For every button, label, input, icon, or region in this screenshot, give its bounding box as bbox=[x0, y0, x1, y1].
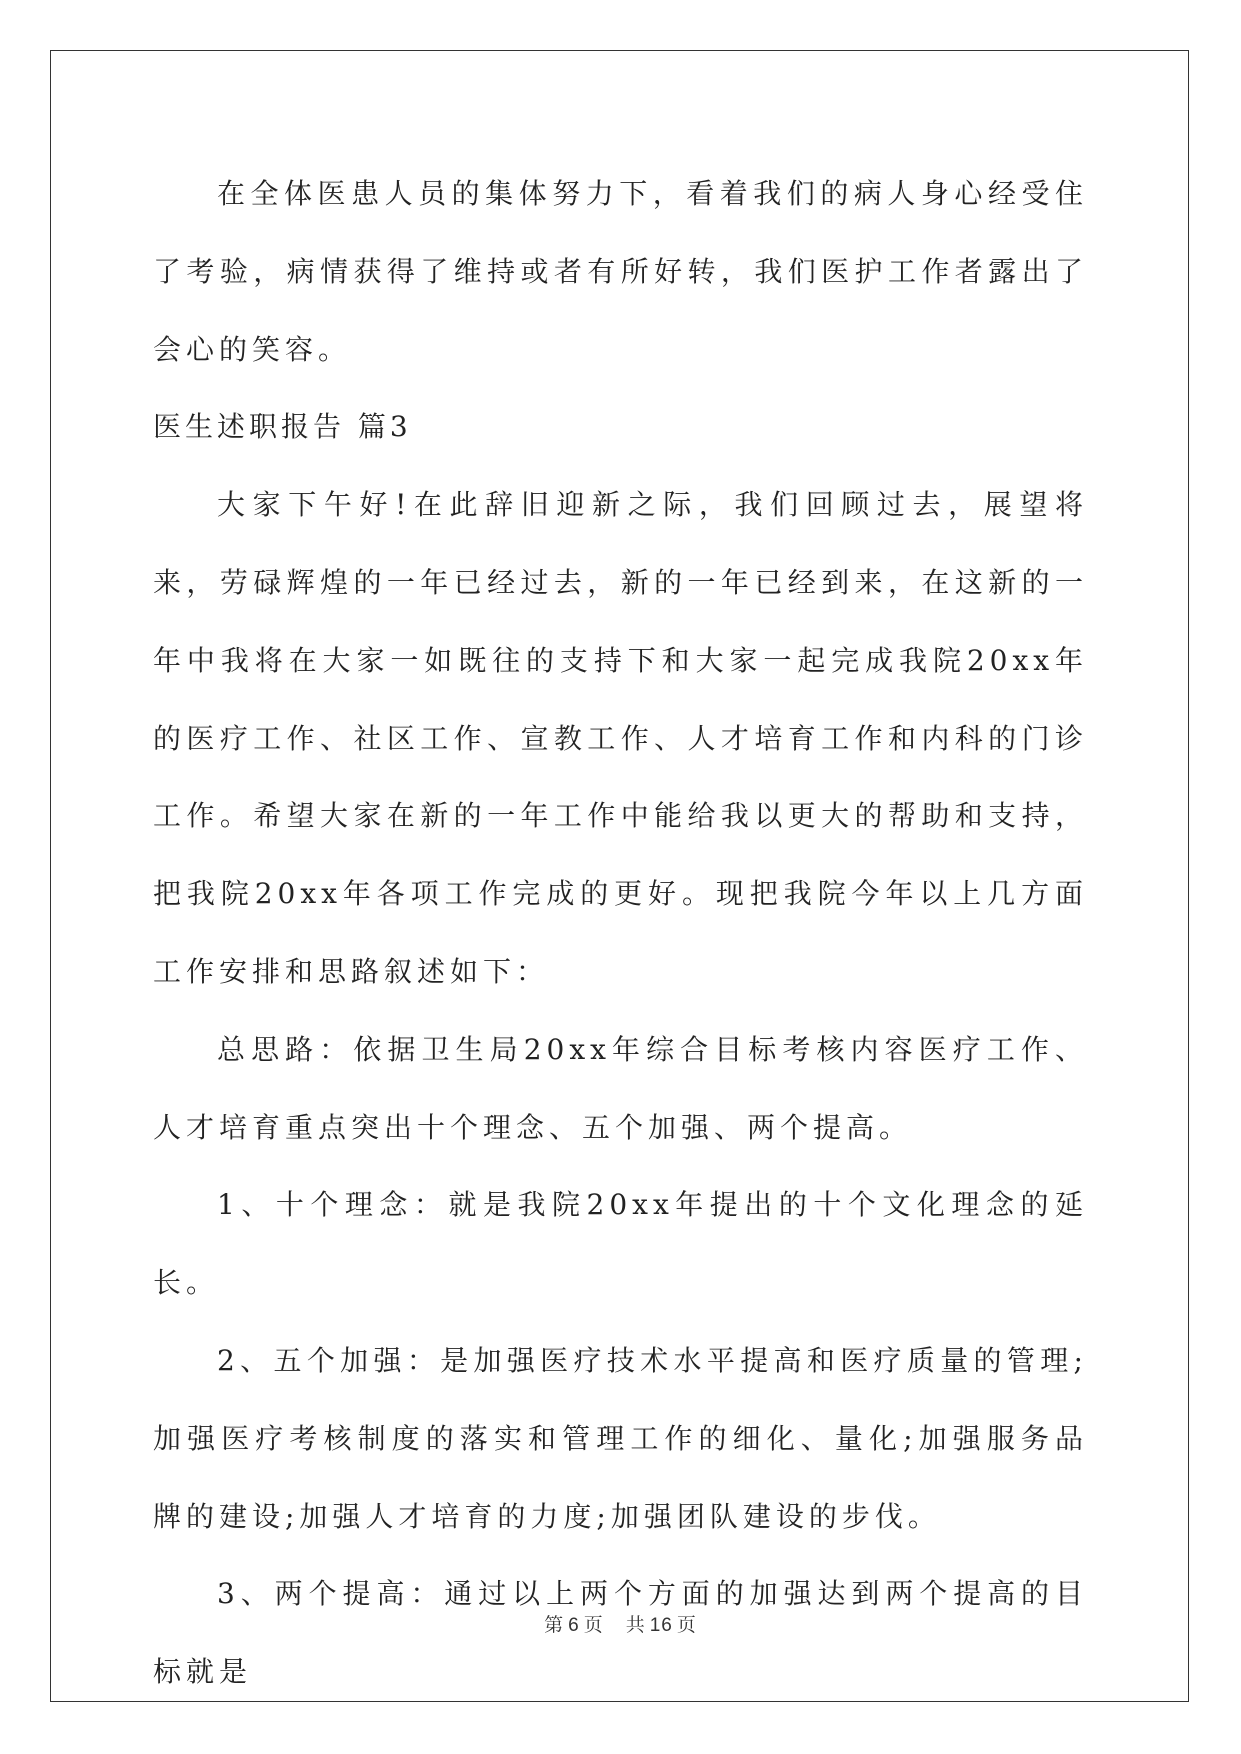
paragraph-6: 3、两个提高：通过以上两个方面的加强达到两个提高的目标就是 bbox=[153, 1577, 1088, 1689]
page-footer bbox=[0, 1610, 1241, 1637]
paragraph-3: 总思路：依据卫生局20xx年综合目标考核内容医疗工作、人才培育重点突出十个理念、五个加强、两个提高。 bbox=[153, 1032, 1088, 1144]
page-suffix: 页 bbox=[583, 1614, 604, 1636]
section-heading: 医生述职报告 篇3 bbox=[153, 410, 412, 444]
paragraph-2: 大家下午好!在此辞旧迎新之际，我们回顾过去，展望将来，劳碌辉煌的一年已经过去，新的一年已经到来，在这新的一年中我将在大家一如既往的支持下和大家一起完成我院20xx年的医疗工作、社区工作、宣教工作、人才培育工作和内科的门诊工作。希望大家在新的一年工作中能给我以更大的帮助和支持，把我院20xx年各项工作完成的更好。现把我院今年以上几方面工作安排和思路叙述如下： bbox=[153, 488, 1088, 988]
total-suffix: 页 bbox=[676, 1614, 697, 1636]
paragraph-5: 2、五个加强：是加强医疗技术水平提高和医疗质量的管理;加强医疗考核制度的落实和管理工作的细化、量化;加强服务品牌的建设;加强人才培育的力度;加强团队建设的步伐。 bbox=[153, 1343, 1088, 1533]
paragraph-1: 在全体医患人员的集体努力下，看着我们的病人身心经受住了考验，病情获得了维持或者有所好转，我们医护工作者露出了会心的笑容。 bbox=[153, 177, 1088, 366]
page-number: 6 bbox=[568, 1615, 580, 1636]
total-prefix: 共 bbox=[625, 1614, 646, 1636]
total-pages: 16 bbox=[649, 1615, 673, 1636]
paragraph-4: 1、十个理念：就是我院20xx年提出的十个文化理念的延长。 bbox=[153, 1188, 1088, 1300]
document-body bbox=[153, 155, 1088, 1711]
page-prefix: 第 bbox=[544, 1614, 565, 1636]
